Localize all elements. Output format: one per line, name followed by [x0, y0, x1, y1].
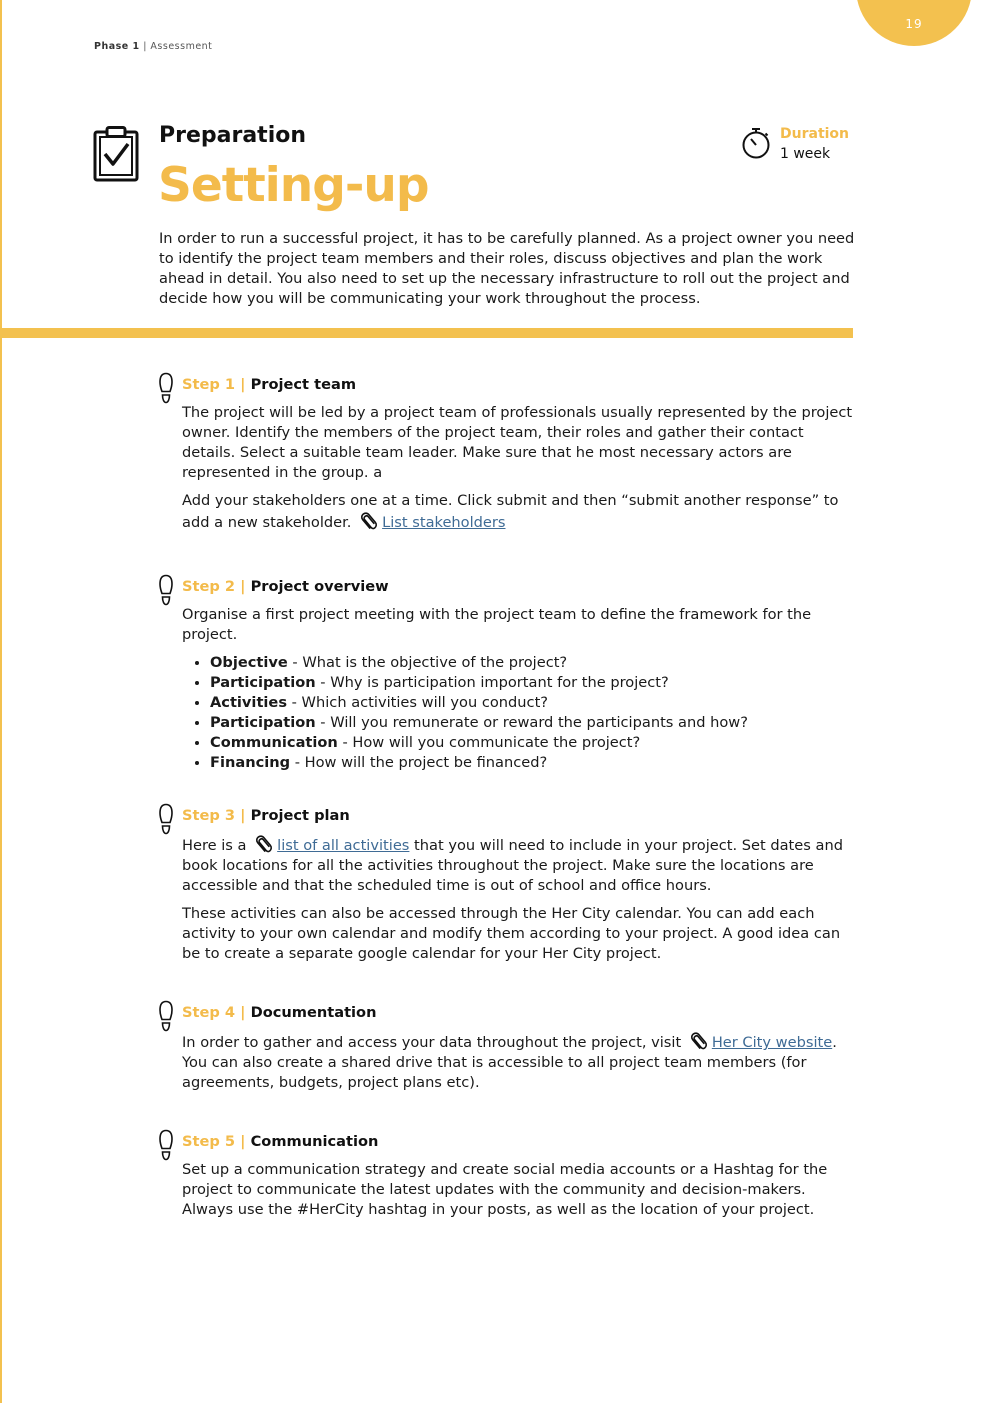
step-number: Step 1 | — [182, 376, 246, 393]
list-text: - Which activities will you conduct? — [287, 694, 549, 711]
list-term: Objective — [210, 654, 288, 671]
section-divider — [0, 328, 853, 338]
list-text: - Why is participation important for the project? — [315, 674, 669, 691]
step-title: Project team — [250, 376, 357, 393]
list-stakeholders-link[interactable]: List stakeholders — [382, 514, 506, 531]
list-term: Participation — [210, 714, 316, 731]
duration-value: 1 week — [780, 146, 831, 162]
framework-list — [182, 653, 858, 773]
clipboard-check-icon — [93, 126, 139, 182]
breadcrumb-section: Assessment — [150, 41, 213, 52]
step-paragraph: These activities can also be accessed through the Her City calendar. You can add each activity to your own calendar and modify them according to your project. A good idea can be to create a separate google calendar for your Her City project. — [182, 905, 841, 962]
step-number: Step 2 | — [182, 578, 246, 595]
footprint-icon — [158, 803, 174, 835]
footprint-icon — [158, 1129, 174, 1161]
step-1 — [158, 372, 858, 533]
step-text: that you will need to include in your project. Set dates and book locations for all the activities throughout the project. Make sure the locations are accessible and that the scheduled time is out of school and office hours. — [182, 837, 843, 894]
step-paragraph — [182, 1031, 858, 1093]
step-number: Step 3 | — [182, 807, 246, 824]
list-item — [210, 753, 858, 773]
step-title: Documentation — [250, 1004, 377, 1021]
list-text: - How will the project be financed? — [290, 754, 548, 771]
her-city-website-link[interactable]: Her City website — [711, 1034, 833, 1051]
step-heading — [182, 803, 858, 826]
step-4 — [158, 1000, 858, 1093]
list-term: Activities — [210, 694, 288, 711]
duration-label: Duration — [780, 126, 850, 142]
footprint-icon — [158, 1000, 174, 1032]
step-paragraph — [182, 491, 858, 533]
step-heading — [182, 574, 858, 597]
list-item — [210, 733, 858, 753]
list-text: - What is the objective of the project? — [287, 654, 568, 671]
step-text: Add your stakeholders one at a time. Click submit and then “submit another response” to add a new stakeholder. — [182, 492, 839, 531]
paperclip-icon — [358, 511, 380, 531]
step-text: Here is a — [182, 837, 247, 854]
step-5 — [158, 1129, 858, 1220]
step-text: . You can also create a shared drive that is accessible to all project team members (for agreements, budgets, project plans etc). — [182, 1034, 837, 1091]
breadcrumb-separator: | — [143, 41, 147, 52]
list-text: - How will you communicate the project? — [337, 734, 641, 751]
step-heading — [182, 1129, 858, 1152]
list-term: Participation — [210, 674, 316, 691]
breadcrumb — [94, 41, 212, 52]
footprint-icon — [158, 372, 174, 404]
step-number: Step 4 | — [182, 1004, 246, 1021]
list-text: - Will you remunerate or reward the participants and how? — [315, 714, 748, 731]
breadcrumb-phase: Phase 1 — [94, 41, 140, 52]
page-number: 19 — [905, 17, 923, 31]
list-term: Financing — [210, 754, 291, 771]
step-title: Project plan — [250, 807, 350, 824]
step-heading — [182, 1000, 858, 1023]
footprint-icon — [158, 574, 174, 606]
step-paragraph: Organise a first project meeting with the project team to define the framework for the project. — [182, 606, 812, 643]
step-paragraph: The project will be led by a project team of professionals usually represented by the project owner. Identify the members of the project team, their roles and gather their contact details. Select a suitable team leader. Make sure that he most necessary actors are represented in the group. a — [182, 404, 853, 481]
step-text: In order to gather and access your data throughout the project, visit — [182, 1034, 682, 1051]
paperclip-icon — [688, 1031, 710, 1051]
list-item — [210, 673, 858, 693]
step-heading — [182, 372, 858, 395]
list-item — [210, 713, 858, 733]
step-title: Communication — [250, 1133, 379, 1150]
section-pretitle: Preparation — [159, 123, 307, 148]
list-item — [210, 653, 858, 673]
paperclip-icon — [253, 834, 275, 854]
step-3 — [158, 803, 858, 964]
list-item — [210, 693, 858, 713]
activities-list-link[interactable]: list of all activities — [277, 837, 410, 854]
step-number: Step 5 | — [182, 1133, 246, 1150]
step-2 — [158, 574, 858, 773]
stopwatch-icon — [740, 126, 772, 160]
list-term: Communication — [210, 734, 338, 751]
left-margin-rule — [0, 0, 2, 1403]
step-title: Project overview — [250, 578, 389, 595]
step-paragraph: Set up a communication strategy and create social media accounts or a Hashtag for the project to communicate the latest updates with the community and decision-makers. Always use the #HerCity hashtag in your posts, as well as the location of your project. — [182, 1161, 828, 1218]
page-title: Setting-up — [158, 158, 429, 213]
step-paragraph — [182, 834, 858, 896]
intro-paragraph: In order to run a successful project, it has to be carefully planned. As a project owner you need to identify the project team members and their roles, discuss objectives and plan the work ahead in detail. You also need to set up the necessary infrastructure to roll out the project and decide how you will be communicating your work throughout the process. — [159, 230, 855, 307]
